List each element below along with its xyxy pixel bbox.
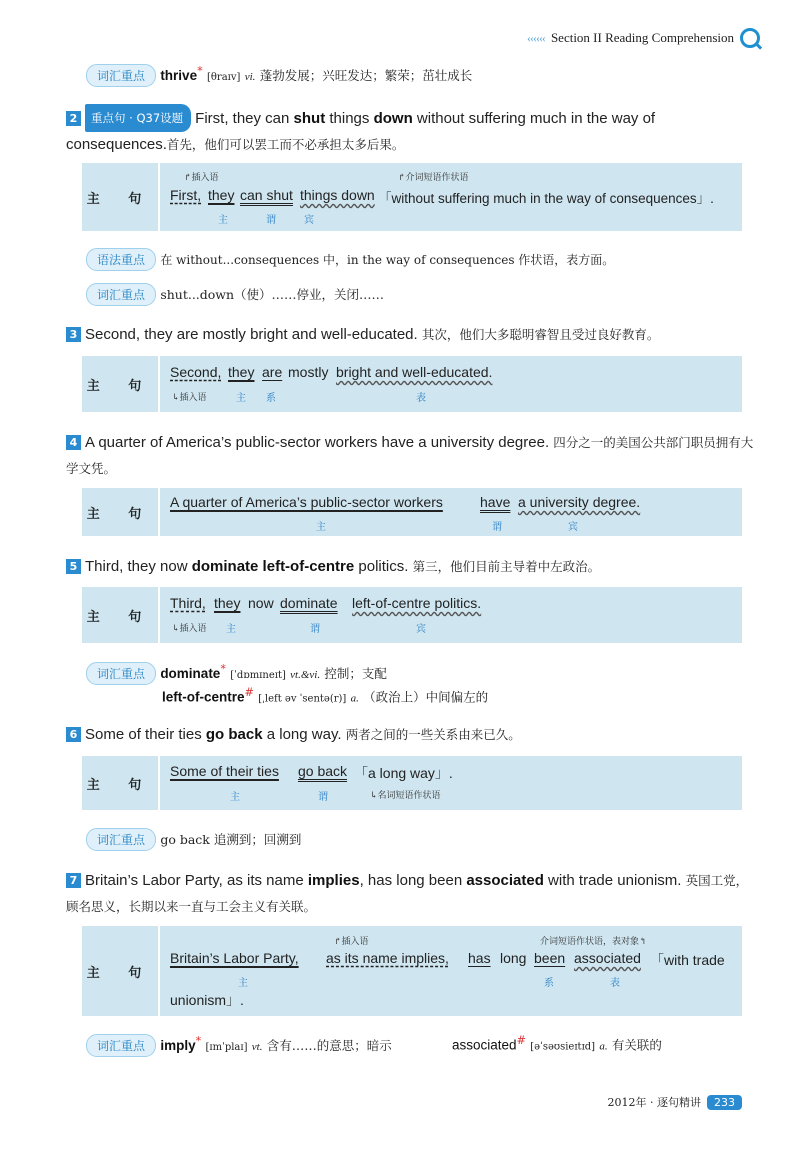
role-object: 宾 (304, 215, 314, 226)
footer-text: 2012年 · 逐句精讲 (607, 1096, 701, 1109)
role-linking: 系 (266, 393, 276, 404)
text: without suffering much in the way of consequences. (66, 110, 656, 153)
sentence-number: 5 (66, 559, 81, 574)
main-clause-label: 主 句 (82, 587, 160, 643)
translation: 两者之间的一些关系由来已久。 (345, 727, 521, 742)
meaning: 蓬勃发展；兴旺发达；繁荣；茁壮成长 (259, 68, 473, 83)
meaning: 含有……的意思；暗示 (266, 1038, 392, 1053)
keyword: shut (293, 110, 326, 127)
role-subject: 主 (316, 522, 326, 533)
section-title: Section II Reading Comprehension (550, 30, 734, 45)
sentence-7 (66, 868, 756, 920)
linking-verb: been (534, 950, 566, 966)
grammar-text: 在 without...consequences 中，in the way of consequences 作状语，表方面。 (160, 253, 615, 267)
role-predicative: 表 (416, 393, 426, 404)
text: , has long been (359, 872, 467, 889)
vocab-word: thrive (160, 68, 198, 83)
adverbial: 「with trade (650, 952, 725, 968)
sentence-number: 6 (66, 727, 81, 742)
keyword: dominate left-of-centre (191, 558, 355, 575)
role-subject: 主 (226, 624, 236, 635)
annotation-np: ↳名词短语作状语 (370, 791, 441, 801)
vocab-thrive (86, 64, 472, 87)
vocab-word: imply (160, 1038, 196, 1053)
vocab-word: associated (452, 1037, 517, 1053)
grammar-tag: 语法重点 (86, 248, 156, 271)
text: Some of their ties (85, 726, 206, 743)
linking-verb: are (262, 364, 283, 380)
star-icon: * (197, 64, 203, 78)
analysis-box-5 (82, 587, 742, 643)
star-icon: * (220, 662, 226, 676)
vocab-text: go back 追溯到；回溯到 (160, 832, 302, 847)
main-clause-label: 主 句 (82, 163, 160, 231)
role-verb: 谓 (266, 215, 276, 226)
insertion: Second, (170, 364, 222, 380)
analysis-box-4 (82, 488, 742, 536)
sentence-4 (66, 430, 756, 482)
adverb: long (500, 950, 527, 966)
main-clause-label: 主 句 (82, 756, 160, 810)
key-sentence-flag: 重点句 · Q37设题 (85, 104, 191, 132)
role-linking: 系 (544, 978, 554, 989)
phonetic: [θraɪv] (207, 72, 241, 83)
translation: 其次，他们大多聪明睿智且受过良好教育。 (421, 327, 660, 342)
linking-verb: has (468, 950, 491, 966)
text: Third, they now (85, 558, 192, 575)
text: with trade unionism. (543, 872, 682, 889)
object: left-of-centre politics. (352, 595, 482, 611)
predicative: associated (574, 950, 641, 966)
insertion: Third, (170, 595, 206, 611)
vocab-dominate (86, 662, 387, 685)
vocab-text: shut...down（使）……停业，关闭…… (160, 287, 385, 302)
adverbial: 「a long way」. (354, 765, 453, 781)
adverb: mostly (288, 364, 329, 380)
annotation-pp: 介词短语作状语，表对象↰ (540, 937, 647, 947)
meaning: 控制；支配 (324, 666, 387, 681)
meaning: （政治上）中间偏左的 (363, 689, 489, 705)
object: things down (300, 187, 375, 203)
pos: vi. (244, 71, 256, 83)
role-subject: 主 (238, 978, 248, 989)
adverbial: 「without suffering much in the way of consequences」. (378, 191, 714, 206)
page-number: 233 (707, 1095, 742, 1110)
text: A quarter of America’s public-sector workers have a university degree. (85, 434, 550, 451)
text: First, they can (195, 110, 294, 127)
sentence-number: 7 (66, 873, 81, 888)
vocab-note-6 (86, 828, 301, 851)
predicative: bright and well-educated. (336, 364, 493, 380)
verb: have (480, 494, 511, 510)
pos: vt.&vi. (290, 669, 321, 681)
insertion: as its name implies, (326, 950, 449, 966)
text: Britain’s Labor Party, as its name (85, 872, 308, 889)
annotation-insert: ↱插入语 (184, 173, 219, 183)
vocab-tag: 词汇重点 (86, 283, 156, 306)
analysis-box-3 (82, 356, 742, 412)
vocab-tag: 词汇重点 (86, 828, 156, 851)
main-clause-label: 主 句 (82, 926, 160, 1016)
phonetic: [ˌleft əv ˈsentə(r)] (258, 693, 347, 705)
vocab-tag: 词汇重点 (86, 662, 156, 685)
translation: 四分之一的美国公共部门职员拥有大学文凭。 (66, 435, 754, 476)
sentence-2 (66, 104, 756, 158)
text: a long way. (262, 726, 342, 743)
phonetic: [ɪmˈplaɪ] (205, 1042, 248, 1053)
keyword: associated (466, 872, 544, 889)
sentence-number: 2 (66, 111, 81, 126)
subject: they (208, 187, 235, 203)
vocab-tag: 词汇重点 (86, 1034, 156, 1057)
keyword: down (373, 110, 413, 127)
grammar-note-2 (86, 248, 614, 271)
vocab-associated (452, 1034, 662, 1054)
text: things (325, 110, 374, 127)
section-header (527, 28, 760, 48)
role-subject: 主 (218, 215, 228, 226)
sentence-number: 3 (66, 327, 81, 342)
vocab-word: left-of-centre (162, 689, 245, 705)
annotation-insert: ↳插入语 (172, 393, 207, 403)
translation: 首先，他们可以罢工而不必承担太多后果。 (166, 137, 405, 152)
vocab-word: dominate (160, 666, 221, 681)
role-subject: 主 (230, 792, 240, 803)
star-icon: # (244, 686, 254, 699)
adverbial-cont: unionism」. (170, 992, 244, 1008)
annotation-insert: ↱插入语 (334, 937, 369, 947)
pos: a. (350, 692, 359, 705)
star-icon: # (516, 1034, 526, 1047)
role-verb: 谓 (492, 522, 502, 533)
verb: can shut (240, 187, 293, 203)
subject: they (214, 595, 241, 611)
insertion: First, (170, 187, 202, 203)
translation: 英国工党，顾名思义，长期以来一直与工会主义有关联。 (66, 873, 749, 914)
role-verb: 谓 (318, 792, 328, 803)
sentence-5 (66, 554, 756, 580)
sentence-6 (66, 722, 756, 748)
pos: a. (599, 1040, 608, 1053)
annotation-pp: ↱介词短语作状语 (398, 173, 469, 183)
analysis-box-7 (82, 926, 742, 1016)
vocab-tag: 词汇重点 (86, 64, 156, 87)
vocab-left-of-centre (162, 686, 488, 706)
analysis-box-6 (82, 756, 742, 810)
annotation-insert: ↳插入语 (172, 624, 207, 634)
phonetic: [ˈdɒmɪneɪt] (230, 670, 286, 681)
vocab-note-2 (86, 283, 384, 306)
verb: go back (298, 763, 348, 779)
object: a university degree. (518, 494, 641, 510)
sentence-3 (66, 322, 756, 348)
role-predicative: 表 (610, 978, 620, 989)
analysis-box-2 (82, 163, 742, 231)
role-object: 宾 (416, 624, 426, 635)
text: Second, they are mostly bright and well-educated. (85, 326, 418, 343)
subject: Some of their ties (170, 763, 279, 779)
role-verb: 谓 (310, 624, 320, 635)
subject: A quarter of America’s public-sector workers (170, 494, 443, 510)
text: politics. (354, 558, 409, 575)
star-icon: * (195, 1034, 202, 1048)
keyword: implies (307, 872, 360, 889)
role-object: 宾 (568, 522, 578, 533)
subject: Britain’s Labor Party, (170, 950, 299, 966)
vocab-imply (86, 1034, 392, 1057)
search-icon (740, 28, 760, 48)
translation: 第三，他们目前主导着中左政治。 (412, 559, 601, 574)
adverb: now (248, 595, 274, 611)
main-clause-label: 主 句 (82, 356, 160, 412)
meaning: 有关联的 (611, 1037, 662, 1053)
pos: vt. (251, 1041, 263, 1053)
page-footer (608, 1094, 742, 1110)
phonetic: [əˈsəʊsieɪtɪd] (530, 1041, 596, 1053)
subject: they (228, 364, 255, 380)
main-clause-label: 主 句 (82, 488, 160, 536)
arrows-icon: ‹‹‹‹‹‹ (526, 30, 545, 45)
keyword: go back (205, 726, 263, 743)
sentence-number: 4 (66, 435, 81, 450)
role-subject: 主 (236, 393, 246, 404)
verb: dominate (280, 595, 338, 611)
